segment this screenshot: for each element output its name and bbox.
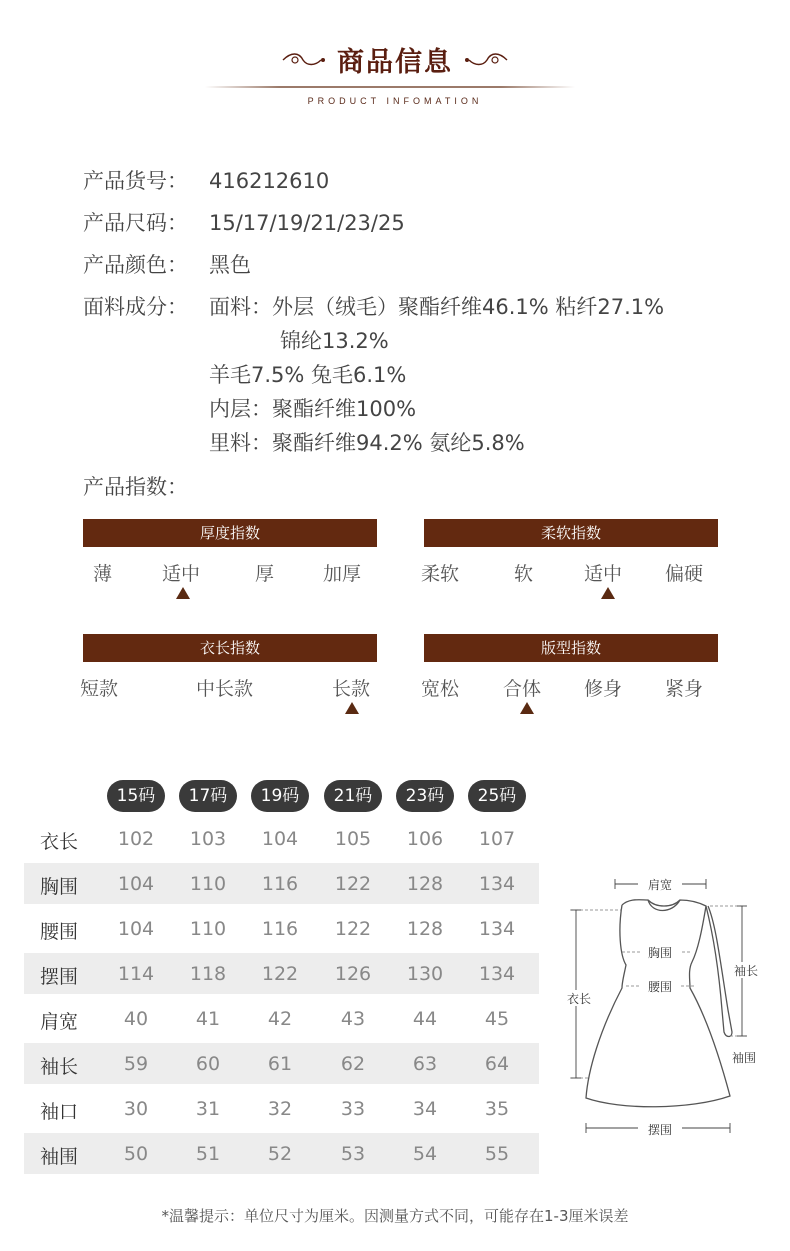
label-chest: 胸围 — [647, 946, 673, 960]
table-cell: 31 — [195, 1098, 221, 1120]
table-row — [24, 1133, 539, 1174]
row-label: 腰围 — [40, 921, 79, 943]
table-cell: 114 — [117, 963, 155, 985]
row-label: 袖口 — [40, 1101, 79, 1123]
label-sleeve-circ: 袖围 — [731, 1051, 757, 1065]
index-label: 修身 — [584, 678, 623, 700]
index-label: 紧身 — [665, 678, 704, 700]
size-header-17: 17码 — [179, 780, 237, 812]
index-label: 偏硬 — [665, 563, 704, 585]
table-cell: 126 — [334, 963, 372, 985]
table-cell: 122 — [334, 873, 372, 895]
label-shoulder: 肩宽 — [647, 878, 673, 892]
table-cell: 50 — [123, 1143, 149, 1165]
table-cell: 104 — [261, 828, 299, 850]
index-label: 加厚 — [323, 563, 362, 585]
table-cell: 59 — [123, 1053, 149, 1075]
info-key: 产品颜色： — [83, 253, 188, 277]
row-label: 胸围 — [40, 876, 79, 898]
table-cell: 40 — [123, 1008, 149, 1030]
label-waist: 腰围 — [647, 980, 673, 994]
index-scale — [83, 547, 377, 597]
table-row — [24, 818, 539, 859]
table-cell: 32 — [267, 1098, 293, 1120]
footnote: *温馨提示：单位尺寸为厘米。因测量方式不同，可能存在1-3厘米误差 — [161, 1207, 629, 1225]
table-cell: 52 — [267, 1143, 293, 1165]
info-row-fabric — [83, 291, 664, 321]
table-cell: 103 — [189, 828, 227, 850]
table-cell: 122 — [334, 918, 372, 940]
row-label: 肩宽 — [40, 1011, 79, 1033]
table-cell: 35 — [484, 1098, 510, 1120]
label-length: 衣长 — [566, 992, 592, 1006]
index-title: 柔软指数 — [424, 519, 718, 547]
row-label: 衣长 — [40, 831, 79, 853]
info-fabric-line: 锦纶13.2% — [280, 329, 389, 353]
label-sleeve-length: 袖长 — [733, 964, 759, 978]
size-header-19: 19码 — [251, 780, 309, 812]
row-label: 袖长 — [40, 1056, 79, 1078]
table-cell: 63 — [412, 1053, 438, 1075]
info-key: 产品货号： — [83, 169, 188, 193]
table-cell: 116 — [261, 873, 299, 895]
info-key: 产品尺码： — [83, 211, 188, 235]
ornament-right-icon — [463, 50, 509, 70]
header-divider — [205, 86, 575, 88]
table-cell: 64 — [484, 1053, 510, 1075]
table-row — [24, 908, 539, 949]
table-row — [24, 998, 539, 1039]
info-value: 面料：外层（绒毛）聚酯纤维46.1% 粘纤27.1% — [209, 295, 665, 319]
table-cell: 41 — [195, 1008, 221, 1030]
index-title: 版型指数 — [424, 634, 718, 662]
info-fabric-line: 里料：聚酯纤维94.2% 氨纶5.8% — [209, 431, 525, 455]
index-fit — [421, 634, 718, 712]
index-length — [80, 634, 377, 712]
table-cell: 102 — [117, 828, 155, 850]
table-cell: 44 — [412, 1008, 438, 1030]
table-cell: 53 — [340, 1143, 366, 1165]
index-label: 适中 — [162, 563, 201, 585]
table-cell: 116 — [261, 918, 299, 940]
table-cell: 110 — [189, 918, 227, 940]
table-cell: 104 — [117, 873, 155, 895]
table-cell: 54 — [412, 1143, 438, 1165]
table-cell: 134 — [478, 963, 516, 985]
table-cell: 128 — [406, 873, 444, 895]
selected-marker-icon — [520, 702, 534, 714]
table-cell: 110 — [189, 873, 227, 895]
table-cell: 34 — [412, 1098, 438, 1120]
info-key: 产品指数： — [83, 475, 188, 499]
info-fabric-line: 内层：聚酯纤维100% — [209, 397, 417, 421]
table-cell: 60 — [195, 1053, 221, 1075]
table-cell: 51 — [195, 1143, 221, 1165]
table-cell: 62 — [340, 1053, 366, 1075]
section-title: 商品信息 — [337, 47, 453, 78]
index-scale — [421, 662, 718, 712]
index-scale — [421, 547, 718, 597]
table-cell: 61 — [267, 1053, 293, 1075]
index-label: 薄 — [93, 563, 113, 585]
index-label: 厚 — [255, 563, 275, 585]
info-value: 黑色 — [209, 253, 251, 277]
label-hem: 摆围 — [647, 1123, 673, 1137]
index-label: 长款 — [332, 678, 371, 700]
row-label: 袖围 — [40, 1146, 79, 1168]
selected-marker-icon — [601, 587, 615, 599]
ornament-left-icon — [281, 50, 327, 70]
table-cell: 42 — [267, 1008, 293, 1030]
size-header-25: 25码 — [468, 780, 526, 812]
size-header-23: 23码 — [396, 780, 454, 812]
info-value: 416212610 — [209, 169, 330, 193]
index-title: 衣长指数 — [83, 634, 377, 662]
size-header-15: 15码 — [107, 780, 165, 812]
index-label: 短款 — [80, 678, 119, 700]
info-row-index — [83, 471, 209, 501]
index-label: 宽松 — [421, 678, 460, 700]
table-row — [24, 1043, 539, 1084]
table-cell: 106 — [406, 828, 444, 850]
table-cell: 43 — [340, 1008, 366, 1030]
table-cell: 30 — [123, 1098, 149, 1120]
table-row — [24, 1088, 539, 1129]
index-label: 中长款 — [196, 678, 254, 700]
table-cell: 134 — [478, 873, 516, 895]
index-label: 合体 — [503, 678, 542, 700]
index-label: 软 — [514, 563, 534, 585]
info-row-sizes — [83, 207, 405, 237]
index-label: 适中 — [584, 563, 623, 585]
table-cell: 55 — [484, 1143, 510, 1165]
row-label: 摆围 — [40, 966, 79, 988]
info-key: 面料成分： — [83, 295, 188, 319]
index-scale — [80, 662, 377, 712]
table-cell: 45 — [484, 1008, 510, 1030]
info-row-sku — [83, 165, 329, 195]
index-thickness — [83, 519, 377, 597]
selected-marker-icon — [176, 587, 190, 599]
index-title: 厚度指数 — [83, 519, 377, 547]
index-label: 柔软 — [421, 563, 460, 585]
info-fabric-line: 羊毛7.5% 兔毛6.1% — [209, 363, 407, 387]
table-cell: 105 — [334, 828, 372, 850]
index-softness — [421, 519, 718, 597]
table-cell: 107 — [478, 828, 516, 850]
title-row — [0, 40, 790, 79]
table-cell: 122 — [261, 963, 299, 985]
selected-marker-icon — [345, 702, 359, 714]
dress-measurement-diagram — [560, 870, 770, 1145]
info-row-color — [83, 249, 251, 279]
section-subtitle: PRODUCT INFOMATION — [307, 96, 483, 106]
table-cell: 118 — [189, 963, 227, 985]
size-header-21: 21码 — [324, 780, 382, 812]
table-cell: 128 — [406, 918, 444, 940]
table-row — [24, 863, 539, 904]
table-cell: 104 — [117, 918, 155, 940]
info-value: 15/17/19/21/23/25 — [209, 211, 405, 235]
table-row — [24, 953, 539, 994]
section-header — [0, 40, 790, 106]
table-cell: 130 — [406, 963, 444, 985]
table-cell: 33 — [340, 1098, 366, 1120]
table-cell: 134 — [478, 918, 516, 940]
